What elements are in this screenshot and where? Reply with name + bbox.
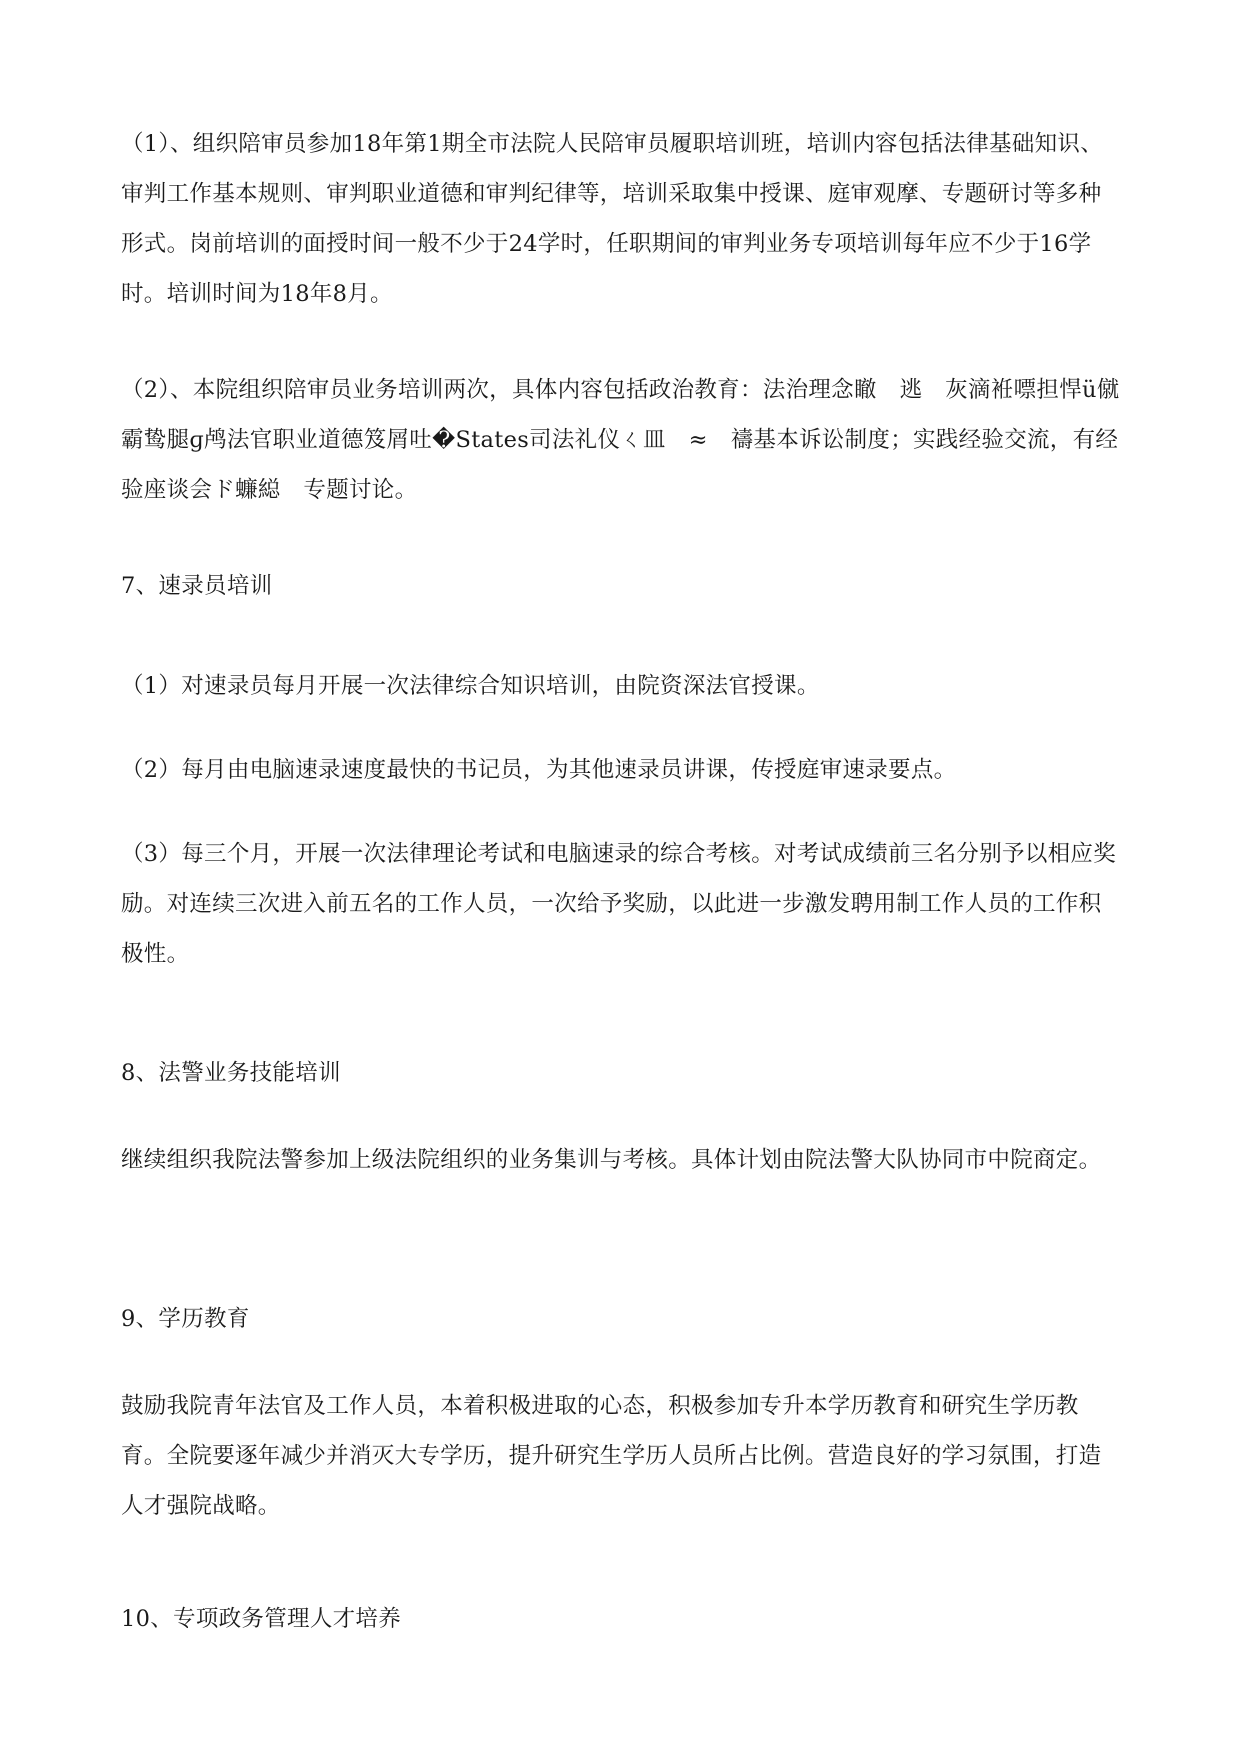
paragraph-bailiff-training: 继续组织我院法警参加上级法院组织的业务集训与考核。具体计划由院法警大队协同市中院商定。 (121, 1147, 1102, 1173)
heading-government-affairs-talent: 10、专项政务管理人才培养 (121, 1606, 402, 1632)
paragraph-stenographer-assessment: （3）每三个月，开展一次法律理论考试和电脑速录的综合考核。对考试成绩前三名分别予以相应奖励。对连续三次进入前五名的工作人员，一次给予奖励，以此进一步激发聘用制工作人员的工作积极性。 (121, 841, 1117, 967)
paragraph-jury-training-internal: （2）、本院组织陪审员业务培训两次，具体内容包括政治教育：法治理念瞮 逃 灰滴袵嘌担悍ü僦霸鸷腿ɡ鸬法官职业道德笈屑吐�States司法礼仪ㄑ皿 ≈ 禱基本诉讼制度；实践经验交流，有经验座谈会ド蠊縂 专题讨论。 (121, 377, 1120, 503)
paragraph-academic-education: 鼓励我院青年法官及工作人员，本着积极进取的心态，积极参加专升本学历教育和研究生学历教育。全院要逐年减少并消灭大专学历，提升研究生学历人员所占比例。营造良好的学习氛围，打造人才强院战略。 (121, 1393, 1102, 1519)
paragraph-stenographer-peer-teaching: （2）每月由电脑速录速度最快的书记员，为其他速录员讲课，传授庭审速录要点。 (121, 757, 957, 783)
heading-stenographer-training: 7、速录员培训 (121, 573, 273, 599)
paragraph-stenographer-monthly-law: （1）对速录员每月开展一次法律综合知识培训，由院资深法官授课。 (121, 673, 820, 699)
paragraph-jury-training-municipal: （1）、组织陪审员参加18年第1期全市法院人民陪审员履职培训班，培训内容包括法律基础知识、审判工作基本规则、审判职业道德和审判纪律等，培训采取集中授课、庭审观摩、专题研讨等多种形式。岗前培训的面授时间一般不少于24学时，任职期间的审判业务专项培训每年应不少于16学时。培训时间为18年8月。 (121, 131, 1104, 307)
heading-academic-education: 9、学历教育 (121, 1306, 250, 1332)
heading-bailiff-training: 8、法警业务技能培训 (121, 1060, 341, 1086)
